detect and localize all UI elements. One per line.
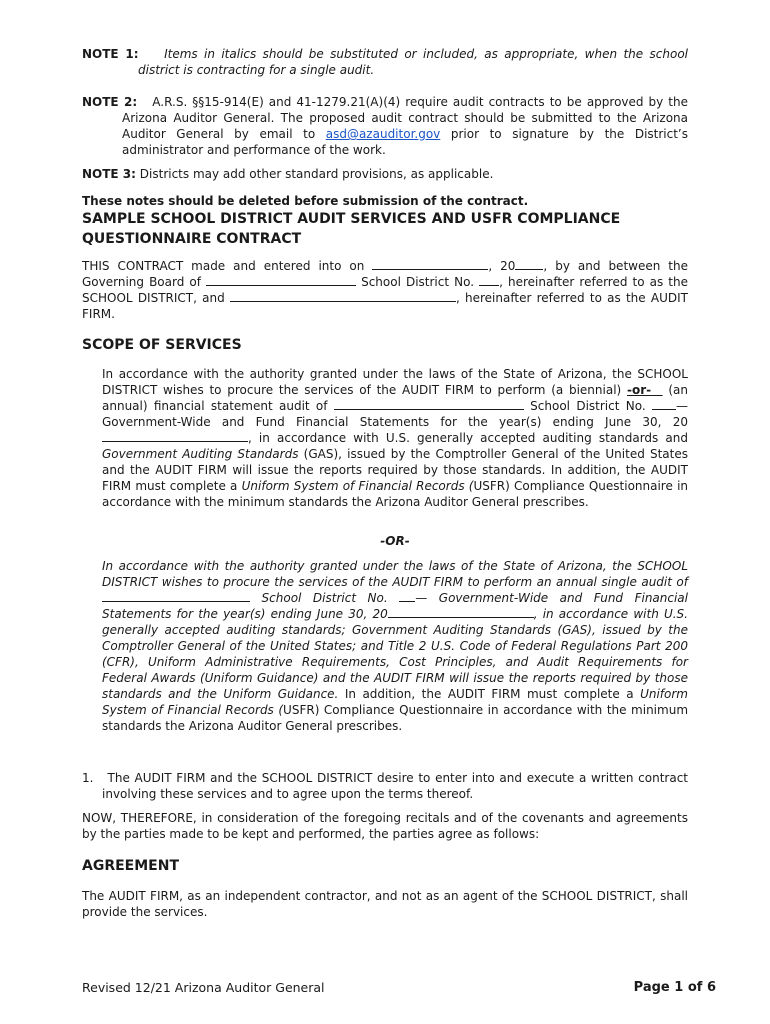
scope-p1-text-5: , in accordance with U.S. generally accepted auditing standards and	[248, 431, 688, 445]
list-item-number: 1.	[82, 771, 94, 785]
scope-p1-gas: Government Auditing Standards	[102, 447, 299, 461]
intro-part-5: , hereinafter referred to as the SCHOOL DISTRICT, and	[82, 275, 688, 305]
list-item-1	[82, 770, 688, 802]
now-therefore	[82, 810, 688, 842]
auditor-email-link[interactable]: asd@azauditor.gov	[325, 127, 441, 141]
delete-notice	[82, 193, 688, 209]
title-line-1: SAMPLE SCHOOL DISTRICT AUDIT SERVICES AND USFR COMPLIANCE	[82, 211, 621, 227]
title-line-2: QUESTIONNAIRE CONTRACT	[82, 231, 302, 247]
document-title	[82, 209, 722, 249]
scope-p2-usfr: Uniform System of Financial Records (	[102, 687, 688, 717]
note-2	[82, 94, 688, 158]
note-1-label: NOTE 1:	[82, 47, 139, 61]
scope-district-number-blank[interactable]	[652, 398, 676, 410]
contract-date-blank[interactable]	[372, 258, 488, 270]
governing-board-blank[interactable]	[206, 274, 356, 286]
scope-p1-text-1: In accordance with the authority granted under the laws of the State of Arizona, the SCHOOL DISTRICT wishes to procure the services of the AUDIT FIRM to perform (a biennial)	[102, 367, 688, 397]
agreement-heading-text: AGREEMENT	[82, 858, 179, 874]
single-audit-district-blank[interactable]	[102, 590, 250, 602]
fiscal-year-blank[interactable]	[102, 430, 248, 442]
intro-part-1: THIS CONTRACT made and entered into on	[82, 259, 365, 273]
scope-p1-text-2: (an annual) financial statement audit of	[102, 383, 688, 413]
delete-notice-text: These notes should be deleted before submission of the contract.	[82, 194, 529, 208]
or-separator-text: -OR-	[380, 534, 410, 548]
scope-p1-text-4: — Government-Wide and Fund Financial Statements for the year(s) ending June 30, 20	[102, 399, 688, 429]
audit-firm-blank[interactable]	[230, 290, 456, 302]
scope-heading-text: SCOPE OF SERVICES	[82, 337, 242, 353]
scope-p2-text-7: USFR) Compliance Questionnaire in accordance with the minimum standards the Arizona Auditor General prescribes.	[102, 703, 689, 733]
agreement-heading	[82, 856, 179, 876]
note-1-text: Items in italics should be substituted or included, as appropriate, when the school district is contracting for a single audit.	[138, 47, 689, 77]
intro-part-3: , by and between the Governing Board of	[82, 259, 688, 289]
scope-p1-text-7: (GAS), issued by the Comptroller General of the United States and the AUDIT FIRM will issue the reports required by those standards. In addition, the AUDIT FIRM must complete a	[102, 447, 688, 493]
scope-p2-text-5: In addition, the AUDIT FIRM must complete a	[344, 687, 634, 701]
district-name-blank[interactable]	[334, 398, 524, 410]
note-3	[82, 166, 688, 182]
list-item-text: The AUDIT FIRM and the SCHOOL DISTRICT desire to enter into and execute a written contract involving these services and to agree upon the terms thereof.	[102, 771, 688, 801]
scope-heading	[82, 335, 242, 355]
note-2-text-after: prior to signature by the District’s administrator and performance of the work.	[122, 127, 688, 157]
note-2-text-before: A.R.S. §§15-914(E) and 41-1279.21(A)(4) require audit contracts to be approved by the Arizona Auditor General. The proposed audit contract should be submitted to the Arizona Auditor General by email to	[122, 95, 689, 141]
scope-p1-usfr: Uniform System of Financial Records (	[241, 479, 474, 493]
note-2-label: NOTE 2:	[82, 95, 138, 109]
or-separator	[102, 533, 688, 549]
intro-part-4: School District No.	[361, 275, 475, 289]
now-therefore-text: NOW, THEREFORE, in consideration of the foregoing recitals and of the covenants and agreements by the parties made to be kept and performed, the parties agree as follows:	[82, 811, 688, 841]
scope-p2-text-1: In accordance with the authority granted under the laws of the State of Arizona, the SCHOOL DISTRICT wishes to procure the services of the AUDIT FIRM to perform an annual single audit of	[102, 559, 688, 589]
contract-intro	[82, 258, 688, 322]
footer-page-number: Page 1 of 6	[633, 980, 716, 995]
agreement-body	[82, 888, 688, 920]
footer-revision: Revised 12/21 Arizona Auditor General	[82, 980, 325, 995]
scope-p2-text-3: — Government-Wide and Fund Financial Statements for the year(s) ending June 30, 20	[102, 591, 688, 621]
scope-p1-text-3: School District No.	[530, 399, 646, 413]
note-3-label: NOTE 3:	[82, 167, 136, 181]
intro-part-6: , hereinafter referred to as the AUDIT FIRM.	[82, 291, 688, 321]
scope-p1-or: -or-	[626, 383, 652, 397]
single-audit-number-blank[interactable]	[399, 590, 415, 602]
scope-paragraph-single-audit	[102, 558, 688, 734]
district-number-blank[interactable]	[479, 274, 499, 286]
scope-p1-text-9: USFR) Compliance Questionnaire in accordance with the minimum standards the Arizona Auditor General prescribes.	[102, 479, 689, 509]
scope-paragraph-biennial	[102, 366, 688, 510]
single-audit-year-blank[interactable]	[388, 606, 534, 618]
scope-p2-text-2: School District No.	[261, 591, 388, 605]
contract-year-blank[interactable]	[515, 258, 543, 270]
note-1	[82, 46, 688, 78]
intro-part-2: , 20	[488, 259, 516, 273]
note-3-text: Districts may add other standard provisions, as applicable.	[139, 167, 494, 181]
agreement-text: The AUDIT FIRM, as an independent contractor, and not as an agent of the SCHOOL DISTRICT, shall provide the services.	[82, 889, 688, 919]
scope-p2-text-4: , in accordance with U.S. generally accepted auditing standards; Government Auditing Standards (GAS), issued by the Comptroller General of the United States; and Title 2 U.S. Code of Federal Regulations Part 200 (CFR), Uniform Administrative Requirements, Cost Principles, and Audit Requirements for Federal Awards (Uniform Guidance) and the AUDIT FIRM will issue the reports required by those standards and the Uniform Guidance.	[102, 607, 688, 701]
